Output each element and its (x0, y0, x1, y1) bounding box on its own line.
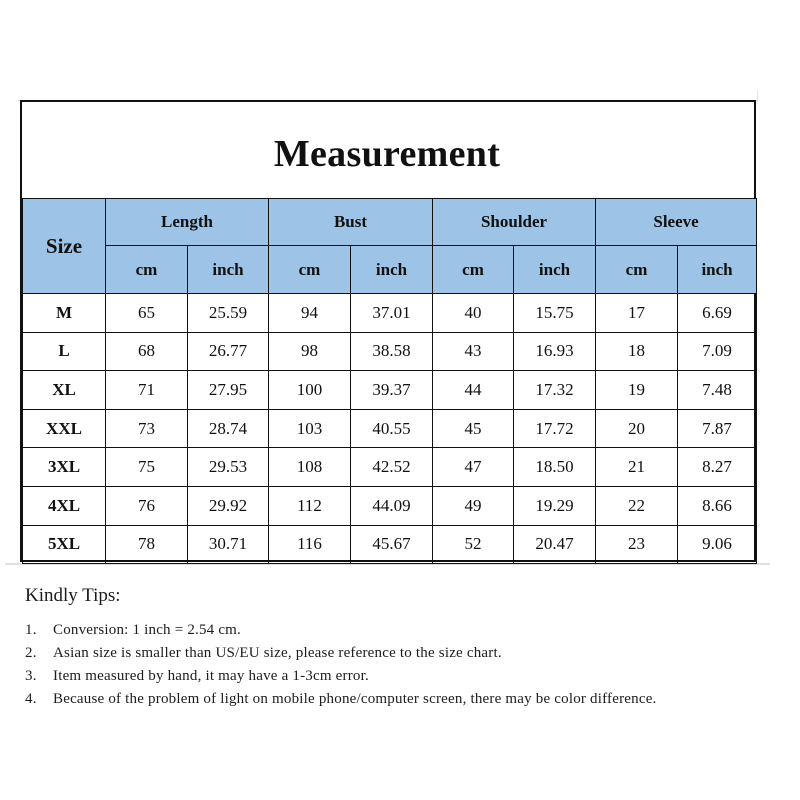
sleeve-inch-cell: 7.09 (678, 332, 757, 371)
length-cm-cell: 73 (106, 409, 188, 448)
sleeve-cm-cell: 19 (596, 371, 678, 410)
page-guide-line (757, 90, 758, 102)
sleeve-inch-cell: 6.69 (678, 294, 757, 333)
bust-inch-cell: 37.01 (351, 294, 433, 333)
group-header-shoulder: Shoulder (433, 199, 596, 246)
tip-text: Conversion: 1 inch = 2.54 cm. (53, 622, 241, 638)
tip-text: Because of the problem of light on mobile phone/computer screen, there may be color difference. (53, 691, 657, 707)
bust-inch-cell: 45.67 (351, 525, 433, 564)
sleeve-cm-cell: 18 (596, 332, 678, 371)
unit-header: cm (269, 246, 351, 294)
length-inch-cell: 28.74 (188, 409, 269, 448)
shoulder-cm-cell: 43 (433, 332, 514, 371)
tip-text: Asian size is smaller than US/EU size, please reference to the size chart. (53, 645, 502, 661)
size-cell: 3XL (23, 448, 106, 487)
tip-number: 4. (25, 691, 37, 707)
unit-header: cm (596, 246, 678, 294)
sleeve-cm-cell: 23 (596, 525, 678, 564)
table-row (23, 332, 757, 371)
shoulder-cm-cell: 47 (433, 448, 514, 487)
length-cm-cell: 76 (106, 486, 188, 525)
sleeve-cm-cell: 20 (596, 409, 678, 448)
shoulder-cm-cell: 44 (433, 371, 514, 410)
bust-inch-cell: 42.52 (351, 448, 433, 487)
bust-inch-cell: 40.55 (351, 409, 433, 448)
length-cm-cell: 75 (106, 448, 188, 487)
tip-number: 1. (25, 622, 37, 638)
unit-header-row (23, 246, 757, 294)
bust-inch-cell: 44.09 (351, 486, 433, 525)
size-header: Size (23, 199, 106, 294)
shoulder-inch-cell: 18.50 (514, 448, 596, 487)
unit-header: inch (188, 246, 269, 294)
length-inch-cell: 27.95 (188, 371, 269, 410)
bust-cm-cell: 108 (269, 448, 351, 487)
shoulder-inch-cell: 17.32 (514, 371, 596, 410)
size-cell: L (23, 332, 106, 371)
bust-inch-cell: 39.37 (351, 371, 433, 410)
bust-cm-cell: 103 (269, 409, 351, 448)
length-cm-cell: 78 (106, 525, 188, 564)
kindly-tips (25, 585, 725, 711)
table-row (23, 486, 757, 525)
bust-inch-cell: 38.58 (351, 332, 433, 371)
unit-header: inch (351, 246, 433, 294)
shoulder-inch-cell: 16.93 (514, 332, 596, 371)
group-header-sleeve: Sleeve (596, 199, 757, 246)
unit-header: inch (678, 246, 757, 294)
tip-item (25, 688, 725, 711)
sleeve-inch-cell: 7.87 (678, 409, 757, 448)
group-header-length: Length (106, 199, 269, 246)
table-row (23, 409, 757, 448)
sleeve-inch-cell: 9.06 (678, 525, 757, 564)
shoulder-inch-cell: 15.75 (514, 294, 596, 333)
length-cm-cell: 68 (106, 332, 188, 371)
length-inch-cell: 29.53 (188, 448, 269, 487)
size-cell: 4XL (23, 486, 106, 525)
size-cell: XXL (23, 409, 106, 448)
length-inch-cell: 30.71 (188, 525, 269, 564)
unit-header: cm (433, 246, 514, 294)
tip-item (25, 642, 725, 665)
chart-title: Measurement (273, 133, 501, 175)
size-cell: XL (23, 371, 106, 410)
length-inch-cell: 25.59 (188, 294, 269, 333)
group-header-bust: Bust (269, 199, 433, 246)
size-chart (20, 100, 756, 562)
length-inch-cell: 26.77 (188, 332, 269, 371)
shoulder-inch-cell: 17.72 (514, 409, 596, 448)
chart-title-row (22, 102, 754, 198)
sleeve-inch-cell: 8.27 (678, 448, 757, 487)
size-cell: 5XL (23, 525, 106, 564)
unit-header: inch (514, 246, 596, 294)
length-cm-cell: 65 (106, 294, 188, 333)
shoulder-cm-cell: 45 (433, 409, 514, 448)
sleeve-cm-cell: 17 (596, 294, 678, 333)
sleeve-cm-cell: 22 (596, 486, 678, 525)
sleeve-cm-cell: 21 (596, 448, 678, 487)
unit-header: cm (106, 246, 188, 294)
length-inch-cell: 29.92 (188, 486, 269, 525)
group-header-row (23, 199, 757, 246)
shoulder-inch-cell: 20.47 (514, 525, 596, 564)
sleeve-inch-cell: 7.48 (678, 371, 757, 410)
bust-cm-cell: 116 (269, 525, 351, 564)
tip-item (25, 665, 725, 688)
tip-text: Item measured by hand, it may have a 1-3cm error. (53, 668, 369, 684)
tips-title: Kindly Tips: (25, 585, 121, 606)
bust-cm-cell: 100 (269, 371, 351, 410)
table-row (23, 525, 757, 564)
tip-item (25, 619, 725, 642)
shoulder-cm-cell: 40 (433, 294, 514, 333)
shoulder-inch-cell: 19.29 (514, 486, 596, 525)
shoulder-cm-cell: 52 (433, 525, 514, 564)
size-table (22, 198, 757, 564)
table-row (23, 371, 757, 410)
shoulder-cm-cell: 49 (433, 486, 514, 525)
sleeve-inch-cell: 8.66 (678, 486, 757, 525)
tip-number: 3. (25, 668, 37, 684)
size-cell: M (23, 294, 106, 333)
bust-cm-cell: 98 (269, 332, 351, 371)
bust-cm-cell: 112 (269, 486, 351, 525)
length-cm-cell: 71 (106, 371, 188, 410)
tip-number: 2. (25, 645, 37, 661)
bust-cm-cell: 94 (269, 294, 351, 333)
table-row (23, 448, 757, 487)
tips-list (25, 619, 725, 711)
table-row (23, 294, 757, 333)
